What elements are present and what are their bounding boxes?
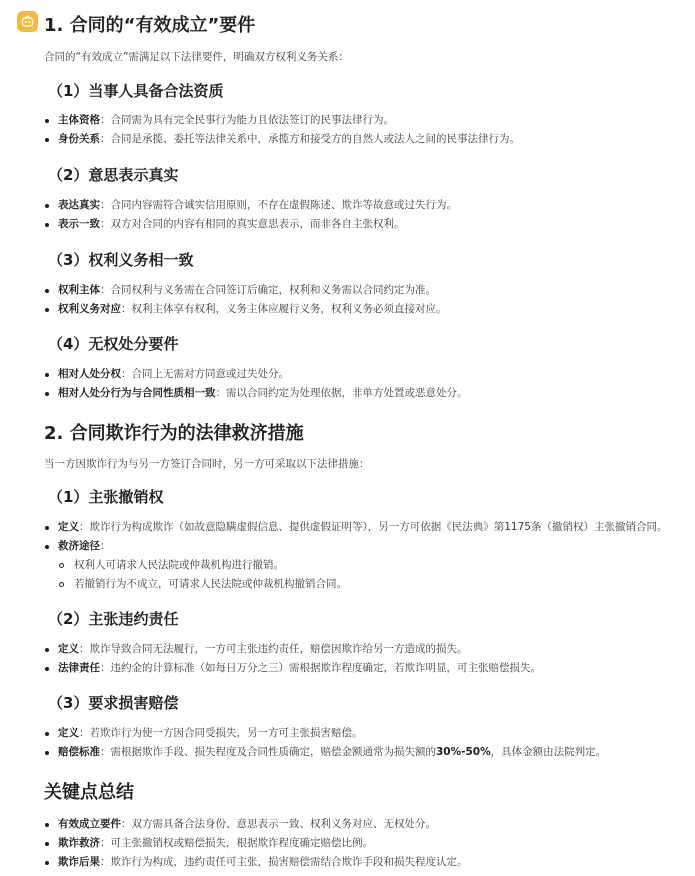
section-3-list: [44, 815, 684, 872]
section-2-sub1-title: （1）主张撤销权: [48, 488, 164, 506]
section-1-sub4-list: [44, 365, 684, 403]
section-2-sub3-title: （3）要求损害赔偿: [48, 694, 179, 712]
sub-list-item: 若撤销行为不成立，可请求人民法院或仲裁机构撤销合同。: [44, 575, 684, 594]
list-item: 表达真实：合同内容需符合诚实信用原则，不存在虚假陈述、欺诈等故意或过失行为。: [44, 196, 684, 215]
assistant-avatar: [17, 11, 38, 32]
section-2-title: 2. 合同欺诈行为的法律救济措施: [44, 423, 304, 444]
list-item: 权利义务对应：权利主体享有权利，义务主体应履行义务，权利义务必须直接对应。: [44, 300, 684, 319]
list-item: 相对人处分行为与合同性质相一致：需以合同约定为处理依据，非单方处置或恶意处分。: [44, 384, 684, 403]
section-1-sub4-title: （4）无权处分要件: [48, 335, 179, 353]
list-item: 救济途径：: [44, 537, 684, 556]
section-1-sub2-list: [44, 196, 684, 234]
section-1-intro: 合同的“有效成立”需满足以下法律要件，明确双方权利义务关系：: [44, 51, 349, 63]
section-1-sub1-list: [44, 111, 684, 149]
list-item: 主体资格：合同需为具有完全民事行为能力且依法签订的民事法律行为。: [44, 111, 684, 130]
section-1-sub2-title: （2）意思表示真实: [48, 166, 179, 184]
list-item: 定义：若欺诈行为使一方因合同受损失，另一方可主张损害赔偿。: [44, 724, 684, 743]
list-item: 欺诈救济：可主张撤销权或赔偿损失，根据欺诈程度确定赔偿比例。: [44, 834, 684, 853]
list-item: 欺诈后果：欺诈行为构成，违约责任可主张，损害赔偿需结合欺诈手段和损失程度认定。: [44, 853, 684, 872]
section-2-sub2-list: [44, 640, 684, 678]
list-item: 相对人处分权：合同上无需对方同意或过失处分。: [44, 365, 684, 384]
section-2-sub2-title: （2）主张违约责任: [48, 610, 179, 628]
list-item: 法律责任：违约金的计算标准（如每日万分之三）需根据欺诈程度确定，若欺诈明显，可主张赔偿损失。: [44, 659, 684, 678]
section-3-title: 关键点总结: [44, 782, 134, 803]
list-item: 定义：欺诈导致合同无法履行，一方可主张违约责任，赔偿因欺诈给另一方造成的损失。: [44, 640, 684, 659]
section-2-sub3-list: [44, 724, 684, 762]
section-1-sub3-list: [44, 281, 684, 319]
section-2-sub1-list: [44, 518, 684, 594]
section-1-sub1-title: （1）当事人具备合法资质: [48, 82, 224, 100]
list-item: 权利主体：合同权利与义务需在合同签订后确定，权利和义务需以合同约定为准。: [44, 281, 684, 300]
list-item: 赔偿标准：需根据欺诈手段、损失程度及合同性质确定，赔偿金额通常为损失额的30%-50%，具体金额由法院判定。: [44, 743, 684, 762]
sub-list-item: 权利人可请求人民法院或仲裁机构进行撤销。: [44, 556, 684, 575]
section-1-title: 1. 合同的“有效成立”要件: [44, 15, 256, 36]
assistant-logo-icon: [21, 15, 34, 28]
section-1-sub3-title: （3）权利义务相一致: [48, 251, 194, 269]
section-2-intro: 当一方因欺诈行为与另一方签订合同时，另一方可采取以下法律措施：: [44, 458, 370, 470]
list-item: 定义：欺诈行为构成欺诈（如故意隐瞒虚假信息、提供虚假证明等），另一方可依据《民法典》第1175条（撤销权）主张撤销合同。: [44, 518, 684, 537]
list-item: 身份关系：合同是承揽、委托等法律关系中，承揽方和接受方的自然人或法人之间的民事法律行为。: [44, 130, 684, 149]
list-item: 表示一致：双方对合同的内容有相同的真实意思表示，而非各自主张权利。: [44, 215, 684, 234]
list-item: 有效成立要件：双方需具备合法身份、意思表示一致、权利义务对应、无权处分。: [44, 815, 684, 834]
